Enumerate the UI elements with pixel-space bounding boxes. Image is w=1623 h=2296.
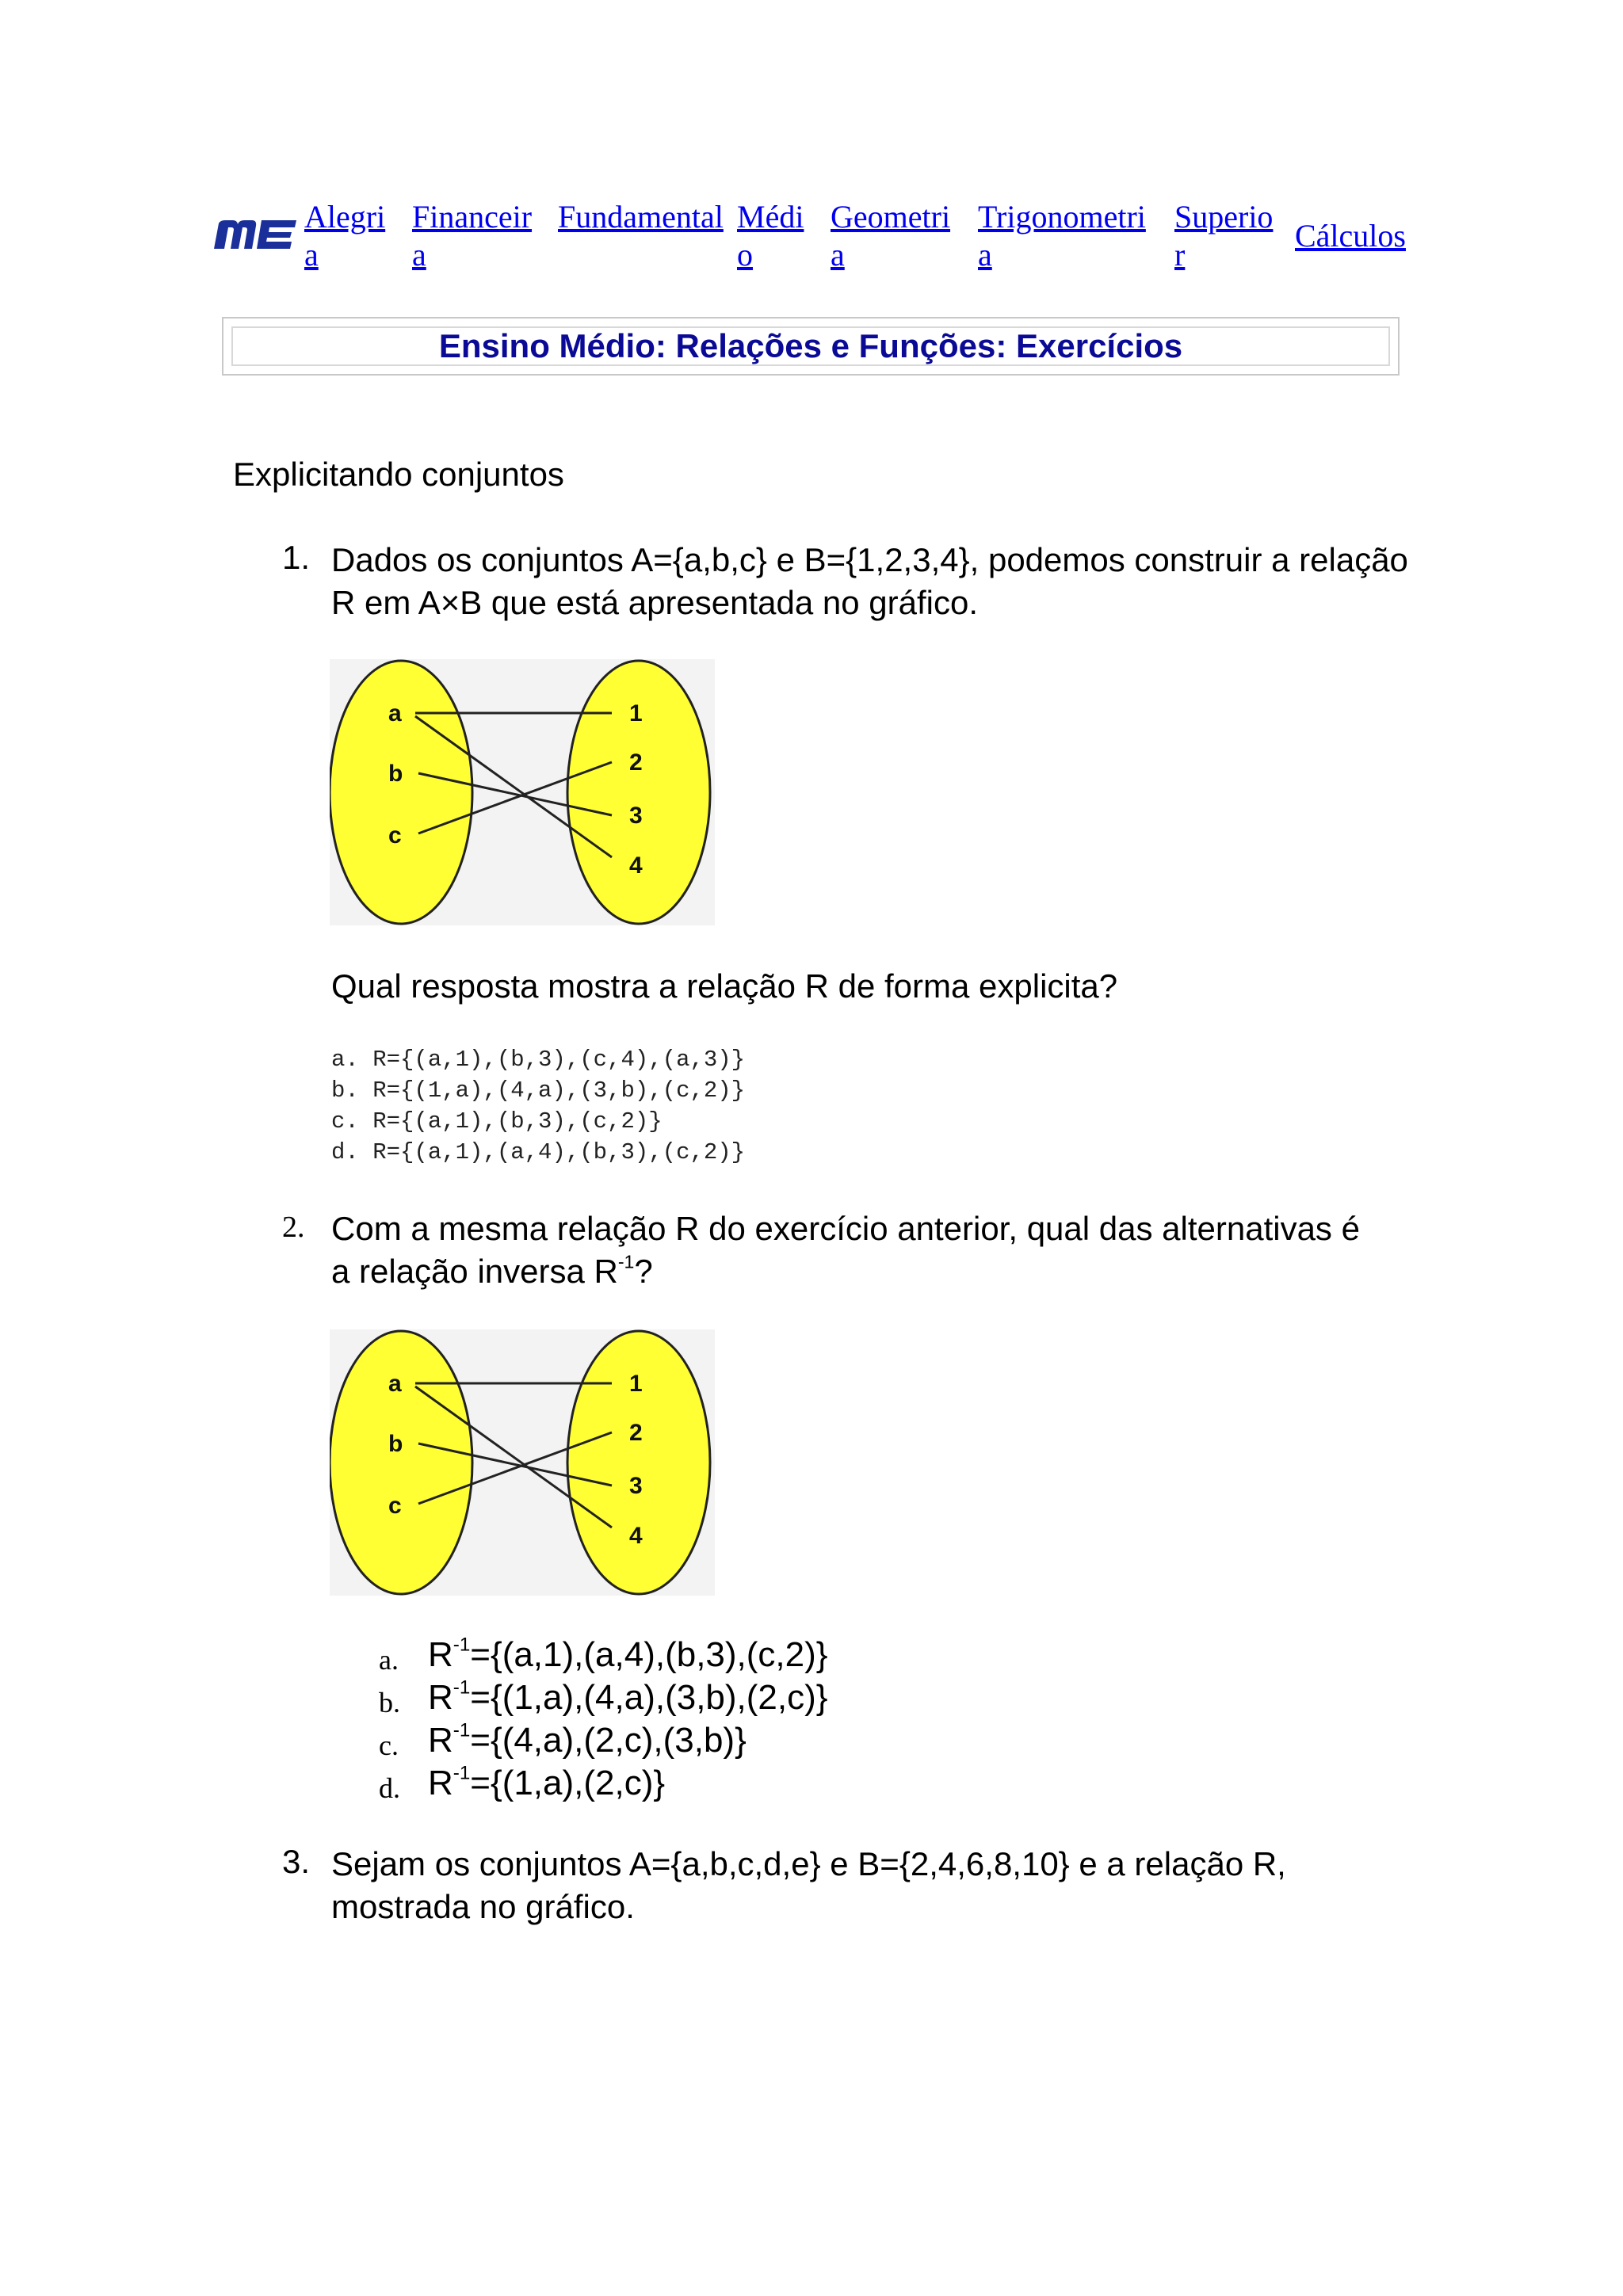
option-set: ={(1,a),(2,c)} bbox=[470, 1764, 666, 1802]
question-1-text: Dados os conjuntos A={a,b,c} e B={1,2,3,4}, podemos construir a relação R em A×B que está apresentada no gráfico. bbox=[331, 541, 1408, 621]
relation-diagram-1 bbox=[330, 659, 715, 925]
set-a-label-b: b bbox=[388, 761, 403, 787]
option-set: ={(1,a),(4,a),(3,b),(2,c)} bbox=[470, 1678, 828, 1717]
option-sup: -1 bbox=[453, 1676, 471, 1699]
option-value bbox=[428, 1635, 827, 1675]
set-b-label-4: 4 bbox=[629, 852, 643, 879]
option-sup: -1 bbox=[453, 1634, 471, 1656]
set-a-label-a: a bbox=[388, 1371, 402, 1397]
nav-link-calculos[interactable]: Cálculos bbox=[1295, 218, 1406, 254]
option-b: b. R={(1,a),(4,a),(3,b),(c,2)} bbox=[331, 1077, 746, 1104]
option-value bbox=[428, 1764, 665, 1803]
option-set: ={(a,1),(a,4),(b,3),(c,2)} bbox=[470, 1635, 828, 1674]
nav-link-medio[interactable]: Médio bbox=[737, 199, 804, 273]
page-title-inner bbox=[231, 326, 1390, 366]
set-a-label-b: b bbox=[388, 1431, 403, 1457]
set-b-label-3: 3 bbox=[629, 803, 643, 829]
option-r: R bbox=[428, 1764, 453, 1802]
me-logo-icon[interactable] bbox=[212, 219, 300, 250]
option-value bbox=[428, 1721, 747, 1760]
question-1-options bbox=[331, 1044, 745, 1168]
set-b-label-1: 1 bbox=[629, 1371, 643, 1397]
option-d: d. R={(a,1),(a,4),(b,3),(c,2)} bbox=[331, 1139, 746, 1165]
option-sup: -1 bbox=[453, 1719, 471, 1741]
question-2-text-end: ? bbox=[634, 1253, 653, 1290]
set-b-label-3: 3 bbox=[629, 1473, 643, 1499]
top-navigation bbox=[212, 196, 1417, 276]
option-r: R bbox=[428, 1678, 453, 1717]
question-2-superscript: -1 bbox=[617, 1251, 635, 1272]
set-a-label-a: a bbox=[388, 700, 402, 727]
nav-link-trigonometria[interactable]: Trigonometria bbox=[978, 199, 1146, 273]
option-c: c. R={(a,1),(b,3),(c,2)} bbox=[331, 1108, 663, 1135]
relation-diagram-2 bbox=[330, 1329, 715, 1596]
option-r: R bbox=[428, 1635, 453, 1674]
set-b-label-1: 1 bbox=[629, 700, 643, 727]
option-value bbox=[428, 1678, 827, 1718]
question-3-number: 3. bbox=[282, 1843, 311, 1880]
page-title-box bbox=[222, 317, 1400, 376]
option-letter: d. bbox=[379, 1772, 400, 1804]
question-2-text bbox=[331, 1207, 1361, 1293]
set-b-label-2: 2 bbox=[629, 1420, 643, 1446]
nav-link-superior[interactable]: Superior bbox=[1174, 199, 1274, 273]
question-3-text: Sejam os conjuntos A={a,b,c,d,e} e B={2,4,6,8,10} e a relação R, mostrada no gráfico. bbox=[331, 1845, 1286, 1925]
page-title: Ensino Médio: Relações e Funções: Exercícios bbox=[438, 327, 1183, 364]
nav-link-financeira[interactable]: Financeira bbox=[412, 199, 533, 273]
set-b-label-4: 4 bbox=[629, 1523, 643, 1549]
option-set: ={(4,a),(2,c),(3,b)} bbox=[470, 1721, 747, 1760]
question-2-number: 2. bbox=[282, 1211, 305, 1244]
section-heading: Explicitando conjuntos bbox=[233, 456, 564, 493]
question-1-prompt: Qual resposta mostra a relação R de forma explicita? bbox=[331, 967, 1118, 1005]
question-2-text-main: Com a mesma relação R do exercício anterior, qual das alternativas é a relação inversa R bbox=[331, 1210, 1360, 1290]
option-r: R bbox=[428, 1721, 453, 1760]
set-b-label-2: 2 bbox=[629, 749, 643, 776]
option-letter: b. bbox=[379, 1687, 400, 1718]
option-letter: a. bbox=[379, 1644, 399, 1676]
option-a: a. R={(a,1),(b,3),(c,4),(a,3)} bbox=[331, 1047, 746, 1073]
set-a-label-c: c bbox=[388, 1493, 402, 1519]
option-sup: -1 bbox=[453, 1762, 471, 1784]
nav-link-fundamental[interactable]: Fundamental bbox=[558, 199, 724, 235]
option-letter: c. bbox=[379, 1730, 399, 1761]
set-a-label-c: c bbox=[388, 822, 402, 849]
question-1-number: 1. bbox=[282, 539, 311, 576]
nav-link-geometria[interactable]: Geometria bbox=[831, 199, 951, 273]
nav-link-alegria[interactable]: Alegria bbox=[304, 199, 386, 273]
